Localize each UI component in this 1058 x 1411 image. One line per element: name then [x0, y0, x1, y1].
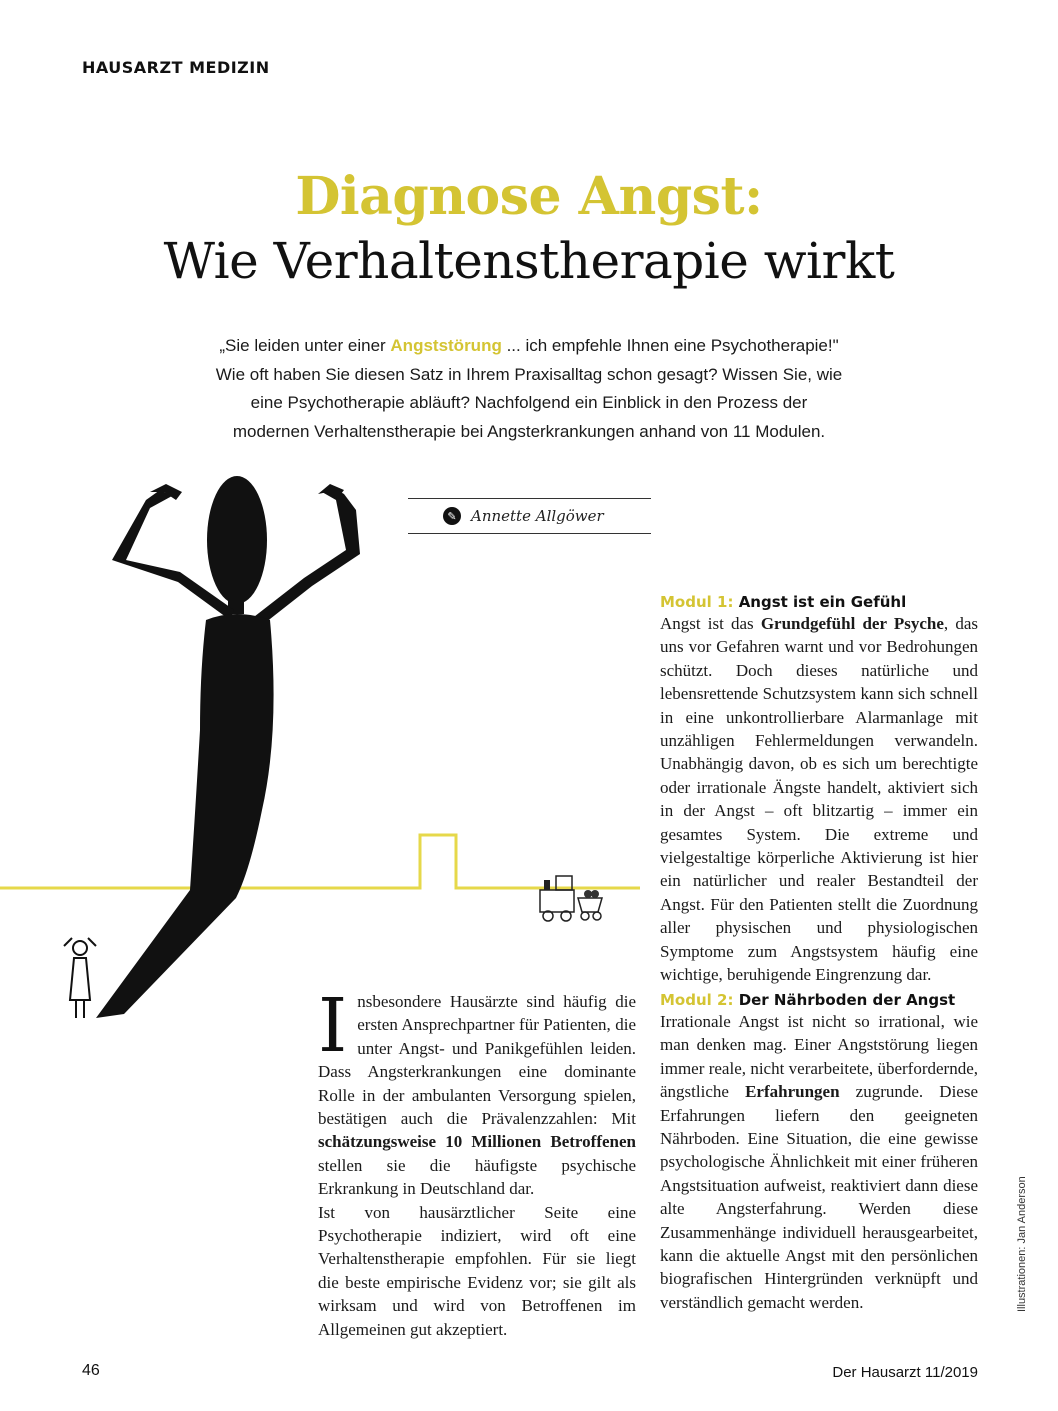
intro-teaser	[150, 332, 908, 446]
left-paragraph-2: Ist von hausärztlicher Seite eine Psychotherapie indiziert, wird oft eine Verhaltenstherapie empfohlen. Für sie liegt die beste empirische Evidenz vor; sie gilt als wirksam und wird von Betroffenen im Allgemeinen gut akzeptiert.	[318, 1202, 636, 1339]
title-line-2: Wie Verhaltenstherapie wirkt	[163, 232, 895, 290]
page-number: 46	[82, 1362, 100, 1379]
intro-line-1: „Sie leiden unter einer Angststörung ... ich empfehle Ihnen eine Psychotherapie!"	[219, 336, 839, 355]
toy-train-icon	[540, 876, 602, 921]
module-1-text: Angst ist das Grundgefühl der Psyche, das uns vor Gefahren warnt und vor Bedrohungen schützt. Doch dieses natürliche und lebensrettende Schutzsystem kann sich schnell in eine unkontrollierbare Alarmanlage mit unzähligen Fehlermeldungen verwandeln. Unabhängig davon, ob es sich um berechtigte oder irrationale Ängste handelt, aktiviert sich in der Angst – oft blitzartig – immer ein gesamtes System. Die extreme und vielgestaltige körperliche Aktivierung ist hier ein natürlicher und realer Bestandteil der Angst. Für den Patienten stellt die Zuordnung aller physischen und physiologischen Symptome zum Angstsystem häufig eine wichtige, beruhigende Eingrenzung dar.	[660, 614, 978, 985]
module-2-heading: Modul 2: Der Nährboden der Angst	[660, 991, 956, 1009]
module-2-text: Irrationale Angst ist nicht so irrational, wie man denken mag. Einer Angststörung liegen immer reale, nicht verarbeitete, überfordernde, ängstliche Erfahrungen zugrunde. Diese Erfahrungen liefern den geeigneten Nährboden. Eine Situation, die eine gewisse psychologische Ähnlichkeit mit einer früheren Angstsituation aufweist, reaktiviert dann diese alte Angsterfahrung. Werden diese Zusammenhänge individuell herausgearbeitet, kann die aktuelle Angst mit den persönlichen biografischen Hintergründen verknüpft und verständlich gemacht werden.	[660, 1012, 979, 1312]
title-line-1: Diagnose Angst:	[295, 166, 763, 227]
left-column	[318, 983, 636, 1341]
left-paragraph-1: Insbesondere Hausärzte sind häufig die ersten Ansprechpartner für Patienten, die unter Angst- und Panikgefühlen leiden. Dass Angsterkrankungen eine dominante Rolle in der ambulanten Versorgung spielen, bestätigen auch die Prävalenzzahlen: Mit schätzungsweise 10 Millionen Betroffenen stellen sie die häufigste psychische Erkrankung in Deutschland dar.	[318, 983, 636, 1199]
author-name: Annette Allgöwer	[471, 507, 604, 525]
module-2	[660, 990, 978, 1314]
intro-line-3: eine Psychotherapie abläuft? Nachfolgend ein Einblick in den Prozess der	[250, 393, 808, 413]
intro-line-2: Wie oft haben Sie diesen Satz in Ihrem Praxisalltag schon gesagt? Wissen Sie, wie	[215, 364, 843, 384]
illustration-credit: Illustrationen: Jan Anderson	[1016, 1176, 1028, 1312]
module-1	[660, 592, 978, 987]
pen-icon: ✎	[443, 507, 461, 525]
section-label: HAUSARZT MEDIZIN	[82, 58, 270, 77]
shadow-right-arm	[250, 486, 360, 630]
shadow-body	[96, 614, 274, 1018]
small-person-icon	[64, 938, 96, 1018]
publication-info: Der Hausarzt 11/2019	[832, 1364, 978, 1381]
dropcap: I	[318, 983, 348, 1069]
module-1-heading: Modul 1: Angst ist ein Gefühl	[660, 593, 907, 611]
shadow-head	[207, 476, 267, 604]
intro-line-4: modernen Verhaltenstherapie bei Angsterkrankungen anhand von 11 Modulen.	[232, 421, 826, 441]
intro-highlight: Angststörung	[390, 336, 502, 355]
shadow-figure-illustration	[0, 470, 640, 1050]
